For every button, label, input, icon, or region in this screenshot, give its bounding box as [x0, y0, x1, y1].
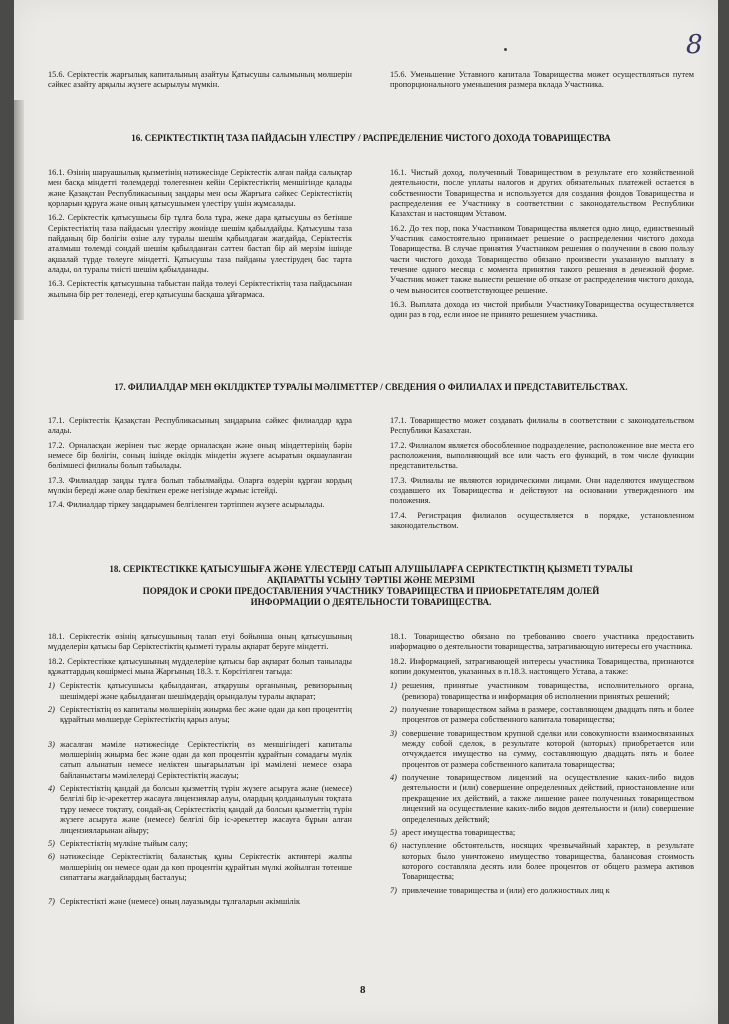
list-18-kz — [48, 681, 352, 907]
paragraph-17-3-ru: 17.3. Филиалы не являются юридическими лицами. Они наделяются имуществом создавшего их Товарищества и действуют на основании утвержденного им положения. — [390, 475, 694, 506]
list-item: 7) Серіктестікті және (немесе) оның лауазымды тұлғаларын әкімшілік — [48, 897, 301, 907]
paragraph-18-2-kz: 18.2. Серіктестікке қатысушының мүдделеріне қатысы бар ақпарат болып танылады құжаттардың көшірмесі мына Жарғының 18.3. т. Көрсітілген тағыда: — [48, 656, 352, 677]
list-item: 1) Серіктестік қатысушысы қабылданған, атқарушы органының, ревизорының шешімдері және қабылданған шешімдердің орындалуы туралы ақпарат; — [48, 681, 352, 701]
list-item: 3) совершение товариществом крупной сделки или совокупности взаимосвязанных между собой сделок, в результате которой (которых) приобретается или отчуждается имущество на сумму, составляющую двадцать пять и более процентов от размера собственного капитала товарищества; — [390, 728, 694, 769]
section-18-heading-ru-line1: ПОРЯДОК И СРОКИ ПРЕДОСТАВЛЕНИЯ УЧАСТНИКУ ТОВАРИЩЕСТВА И ПРИОБРЕТАТЕЛЯМ ДОЛЕЙ — [142, 586, 600, 596]
paragraph-17-3-kz: 17.3. Филиалдар заңды тұлға болып табылмайды. Оларға өздерін құрған кордың мүлкін береді және олар бекіткен ереже негізінде жұмыс істейді. — [48, 475, 352, 496]
paragraph-17-2-kz: 17.2. Орналасқан жерінен тыс жерде орналасқан және оның міндеттерінің бәрін немесе бір бөлігін, соның ішінде өкілдік міндетін жүзеге асыратын оқшауланған бөлімшесі филиалы болып табылады. — [48, 440, 352, 471]
paragraph-16-3-ru: 16.3. Выплата дохода из чистой прибыли УчастникуТоварищества осуществляется один раз в год, если иное не принято решением участника. — [390, 300, 694, 320]
list-18-ru — [390, 681, 694, 896]
section-18-ru — [390, 632, 694, 911]
list-item: 4) получение товариществом лицензий на осуществление каких-либо видов деятельности и (или) совершение определенных действий, приостановление или прекращение их действий, а также лишение ранее полученных товариществом лицензий на осуществление каких-либо видов деятельности и (или) совершение определенных действий; — [390, 773, 694, 824]
paragraph-17-1-kz: 17.1. Серіктестік Қазақстан Республикасының заңдарына сәйкес филиалдар құра алады. — [48, 416, 352, 436]
section-18-kz — [48, 632, 352, 911]
paragraph-16-2-ru: 16.2. До тех пор, пока Участником Товарищества является одно лицо, единственный Участник самостоятельно принимает решение о распределении чистого дохода Товарищества. В случае принятия Участником решения о получении в свою пользу части чистого дохода Товарищество обязано произвести указанную выплату в течение одного месяца с момента принятия такого решения в денежной форме. Участник может также вынести решение об отказе от распределения чистого дохода, о чем выносится соответствующее решение. — [390, 223, 694, 295]
section-15-ru — [390, 70, 694, 95]
paragraph-15-6-kz: 15.6. Серіктестік жарғылық капиталының азайтуы Қатысушы салымының мөлшерін сәйкес азайту арқылы жүзеге асырылуы мүмкін. — [48, 70, 352, 90]
paragraph-16-1-kz: 16.1. Өзінің шаруашылық қызметінің нәтижесінде Серіктестік алған пайда салықтар мен басқа міндетті төлемдерді төлегеннен кейін Серіктестіктің меншігінде қалады және Қазақстан Республикасының заңдары мен осы Жарғыға сәйкес Серіктестіктің қорларын құруға және оның қатысушымен үлестіру үшін жұмсалады. — [48, 168, 352, 209]
paragraph-17-2-ru: 17.2. Филиалом является обособленное подразделение, расположенное вне места его расположения, выполняющий все или часть его функций, в том числе функции представительства. — [390, 440, 694, 471]
list-item: 3) жасалған мәміле нәтижесінде Серіктестіктің өз меншігіндегі капиталы мөлшерінің жиырма бес және одан да көп процентін құрайтын сомадағы мүлік сатып алынатын немесе иеліктен шығарылатын ірі мәмілені немесе өзара байланыстағы мәмілелерді Серіктестіктің жасауы; — [48, 739, 352, 780]
section-16-ru — [390, 168, 694, 325]
list-item: 5) арест имущества товарищества; — [390, 827, 516, 837]
section-18-heading — [48, 564, 694, 608]
paragraph-17-4-kz: 17.4. Филиалдар тіркеу заңдарымен белгіленген тәртіппен жүзеге асырылады. — [48, 500, 325, 510]
paragraph-16-1-ru: 16.1. Чистый доход, полученный Товариществом в результате его хозяйственной деятельности, после уплаты налогов и других обязательных платежей остается в собственности Товарищества и используется для создания фондов Товарищества и распределения ее Участнику в соответствии с законодательством Республики Казахстан и настоящим Уставом. — [390, 168, 694, 219]
paragraph-15-6-ru: 15.6. Уменьшение Уставного капитала Товарищества может осуществляться путем пропорционального уменьшения размера вклада Участника. — [390, 70, 694, 90]
handwritten-page-number: 8 — [686, 30, 703, 60]
section-16-row — [48, 168, 694, 325]
list-item: 2) Серіктестіктің өз капиталы мөлшерінің жиырма бес және одан да көп проценттің құрайтын мөлшерде Серіктестіктің қарыз алуы; — [48, 705, 352, 725]
paragraph-16-3-kz: 16.3. Серіктестік қатысушына табыстан пайда төлеуі Серіктестіктің таза пайдасынан жылына бір рет төленеді, егер қатысушы басқаша ұйғармаса. — [48, 279, 352, 299]
ink-dot — [504, 48, 507, 51]
section-16-heading: 16. СЕРІКТЕСТІКТІҢ ТАЗА ПАЙДАСЫН ҮЛЕСТІРУ / РАСПРЕДЕЛЕНИЕ ЧИСТОГО ДОХОДА ТОВАРИЩЕСТВА — [131, 133, 611, 143]
paragraph-18-2-ru: 18.2. Информацией, затрагивающей интересы участника Товарищества, признаются копии документов, указанных в п.18.3. настоящего Устава, а также: — [390, 656, 694, 677]
scan-edge-shadow — [14, 100, 24, 320]
section-17-ru — [390, 416, 694, 535]
paragraph-18-1-kz: 18.1. Серіктестік өзінің қатысушының талап етуі бойынша оның қатысушының мүдделерін қатысы бар Серіктестіктің қызметі туралы ақпарат беруге міндетті. — [48, 632, 352, 652]
list-item: 5) Серіктестіктің мүлкіне тыйым салу; — [48, 838, 188, 848]
list-item: 4) Серіктестіктің қандай да болсын қызметтің түрін жүзеге асыруға және (немесе) белгілі бір іс-әрекеттер жасауға лицензиялар алуы, олардың қолданылуын тоқтата тұру немесе тоқтату, сондай-ақ Серіктестіктің қандай да болсын қызметтің түрін жүзеге асыруға және (немесе) белгілі бір іс-әрекеттер жасауға бұрын алған лицензияларынан айыру; — [48, 784, 352, 835]
paragraph-17-4-ru: 17.4. Регистрация филиалов осуществляется в порядке, установленном законодательством. — [390, 510, 694, 531]
list-item: 1) решения, принятые участником товарищества, исполнительного органа, (ревизора) товарищества и информация об исполнении принятых решений; — [390, 681, 694, 701]
section-18-row — [48, 632, 694, 911]
section-18-heading-kz-line2: АҚПАРАТТЫ ҰСЫНУ ТӘРТІБІ ЖӘНЕ МЕРЗІМІ — [267, 575, 475, 585]
paragraph-16-2-kz: 16.2. Серіктестік қатысушысы бір тұлға бола тұра, жеке дара қатысушы өз бетінше Серіктестіктің таза пайдасын үлестіру жөнінде шешім қабылдайды. Қатысушы таза пайданың бір бөлігін өзіне алу туралы шешім қабылдаған жағдайда, Серіктестік аталмыш төлемді сондай шешім қабылданған сәттен бастап бір ай мерзім ішінде ақшалай түрде төлеуге міндетті. Қатысушы таза пайданы үлестірудең бас тарта алады, ол туралы тиісті шешім қабылданады. — [48, 213, 352, 275]
section-15-kz — [48, 70, 352, 95]
section-17-row — [48, 416, 694, 535]
paragraph-18-1-ru: 18.1. Товарищество обязано по требованию своего участника предоставить информацию о деятельности товарищества, затрагивающую интересы его участника. — [390, 632, 694, 652]
list-item: 2) получение товариществом займа в размере, составляющем двадцать пять и более процентов от размера собственного капитала товарищества; — [390, 705, 694, 725]
list-item: 6) наступление обстоятельств, носящих чрезвычайный характер, в результате которых было уничтожено имущество товарищества, балансовая стоимость которого составляла десять или более процентов от общего размера активов Товарищества; — [390, 841, 694, 882]
paragraph-17-1-ru: 17.1. Товарищество может создавать филиалы в соответствии с законодательством Республики Казахстан. — [390, 416, 694, 436]
section-17-heading: 17. ФИЛИАЛДАР МЕН ӨКІЛДІКТЕР ТУРАЛЫ МӘЛІМЕТТЕР / СВЕДЕНИЯ О ФИЛИАЛАХ И ПРЕДСТАВИТЕЛЬСТВАХ. — [114, 382, 628, 392]
section-16-kz — [48, 168, 352, 325]
list-item: 7) привлечение товарищества и (или) его должностных лиц к — [390, 885, 610, 895]
list-item: 6) нәтижесінде Серіктестіктің баланстық құны Серіктестік активтері жалпы мөлшерінің он немесе одан да көп процентін құрайтын мүлкі жойылған төтенше сипаттағы жағдайлардың басталуы; — [48, 852, 352, 882]
section-15-row — [48, 70, 694, 95]
page-number: 8 — [360, 984, 366, 996]
section-18-heading-kz-line1: 18. СЕРІКТЕСТІККЕ ҚАТЫСУШЫҒА ЖӘНЕ ҮЛЕСТЕРДІ САТЫП АЛУШЫЛАРҒА СЕРІКТЕСТІКТІҢ ҚЫЗМЕТІ ТУРАЛЫ — [109, 564, 633, 574]
section-17-kz — [48, 416, 352, 535]
section-18-heading-ru-line2: ИНФОРМАЦИИ О ДЕЯТЕЛЬНОСТИ ТОВАРИЩЕСТВА. — [250, 597, 492, 607]
